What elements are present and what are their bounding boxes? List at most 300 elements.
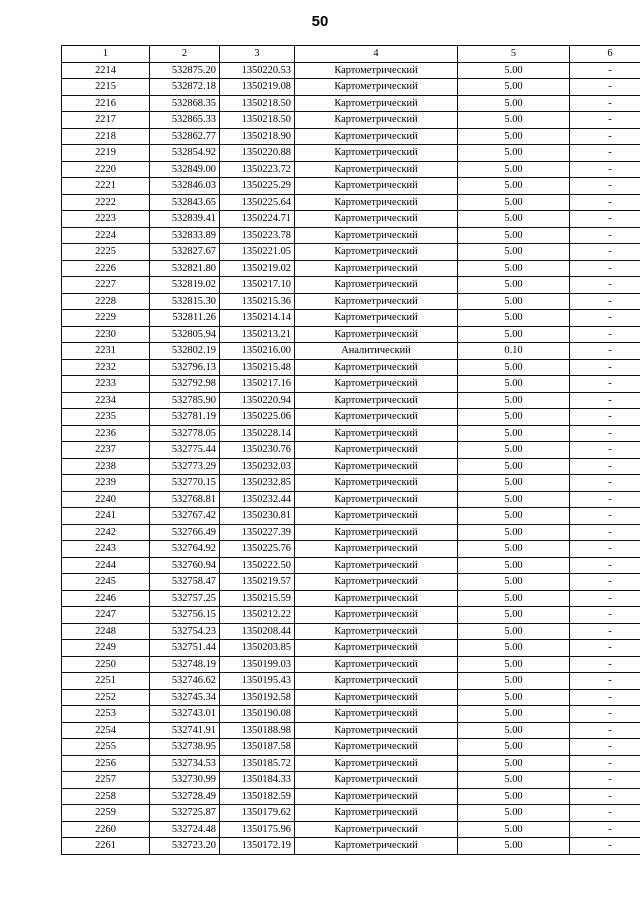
x-coordinate-cell: 532745.34 bbox=[150, 689, 220, 706]
table-row bbox=[62, 128, 640, 145]
point-number-cell: 2244 bbox=[62, 557, 150, 574]
note-cell: - bbox=[570, 821, 640, 838]
method-cell: Картометрический bbox=[295, 211, 458, 228]
note-cell: - bbox=[570, 508, 640, 525]
note-cell: - bbox=[570, 656, 640, 673]
x-coordinate-cell: 532748.19 bbox=[150, 656, 220, 673]
table-row bbox=[62, 425, 640, 442]
method-cell: Картометрический bbox=[295, 475, 458, 492]
table-row bbox=[62, 178, 640, 195]
method-cell: Картометрический bbox=[295, 640, 458, 657]
y-coordinate-cell: 1350195.43 bbox=[220, 673, 295, 690]
point-number-cell: 2248 bbox=[62, 623, 150, 640]
x-coordinate-cell: 532843.65 bbox=[150, 194, 220, 211]
point-number-cell: 2246 bbox=[62, 590, 150, 607]
x-coordinate-cell: 532821.80 bbox=[150, 260, 220, 277]
point-number-cell: 2233 bbox=[62, 376, 150, 393]
method-cell: Картометрический bbox=[295, 623, 458, 640]
x-coordinate-cell: 532839.41 bbox=[150, 211, 220, 228]
x-coordinate-cell: 532872.18 bbox=[150, 79, 220, 96]
point-number-cell: 2260 bbox=[62, 821, 150, 838]
x-coordinate-cell: 532760.94 bbox=[150, 557, 220, 574]
table-row bbox=[62, 491, 640, 508]
method-cell: Картометрический bbox=[295, 574, 458, 591]
accuracy-cell: 5.00 bbox=[458, 95, 570, 112]
note-cell: - bbox=[570, 79, 640, 96]
point-number-cell: 2235 bbox=[62, 409, 150, 426]
y-coordinate-cell: 1350185.72 bbox=[220, 755, 295, 772]
point-number-cell: 2226 bbox=[62, 260, 150, 277]
accuracy-cell: 5.00 bbox=[458, 409, 570, 426]
note-cell: - bbox=[570, 755, 640, 772]
x-coordinate-cell: 532854.92 bbox=[150, 145, 220, 162]
accuracy-cell: 5.00 bbox=[458, 722, 570, 739]
accuracy-cell: 5.00 bbox=[458, 574, 570, 591]
header-row bbox=[62, 46, 640, 63]
x-coordinate-cell: 532751.44 bbox=[150, 640, 220, 657]
y-coordinate-cell: 1350217.16 bbox=[220, 376, 295, 393]
method-cell: Картометрический bbox=[295, 260, 458, 277]
x-coordinate-cell: 532815.30 bbox=[150, 293, 220, 310]
note-cell: - bbox=[570, 739, 640, 756]
point-number-cell: 2234 bbox=[62, 392, 150, 409]
x-coordinate-cell: 532865.33 bbox=[150, 112, 220, 129]
table-row bbox=[62, 590, 640, 607]
note-cell: - bbox=[570, 673, 640, 690]
note-cell: - bbox=[570, 161, 640, 178]
method-cell: Картометрический bbox=[295, 145, 458, 162]
column-header-2: 2 bbox=[150, 46, 220, 63]
table-row bbox=[62, 788, 640, 805]
table-row bbox=[62, 574, 640, 591]
note-cell: - bbox=[570, 574, 640, 591]
x-coordinate-cell: 532724.48 bbox=[150, 821, 220, 838]
table-row bbox=[62, 409, 640, 426]
y-coordinate-cell: 1350212.22 bbox=[220, 607, 295, 624]
y-coordinate-cell: 1350179.62 bbox=[220, 805, 295, 822]
note-cell: - bbox=[570, 409, 640, 426]
y-coordinate-cell: 1350223.78 bbox=[220, 227, 295, 244]
x-coordinate-cell: 532723.20 bbox=[150, 838, 220, 855]
point-number-cell: 2223 bbox=[62, 211, 150, 228]
table-row bbox=[62, 607, 640, 624]
method-cell: Картометрический bbox=[295, 557, 458, 574]
note-cell: - bbox=[570, 227, 640, 244]
y-coordinate-cell: 1350232.85 bbox=[220, 475, 295, 492]
x-coordinate-cell: 532756.15 bbox=[150, 607, 220, 624]
x-coordinate-cell: 532811.26 bbox=[150, 310, 220, 327]
table-row bbox=[62, 145, 640, 162]
table-row bbox=[62, 95, 640, 112]
note-cell: - bbox=[570, 277, 640, 294]
method-cell: Аналитический bbox=[295, 343, 458, 360]
point-number-cell: 2217 bbox=[62, 112, 150, 129]
y-coordinate-cell: 1350192.58 bbox=[220, 689, 295, 706]
x-coordinate-cell: 532768.81 bbox=[150, 491, 220, 508]
y-coordinate-cell: 1350223.72 bbox=[220, 161, 295, 178]
note-cell: - bbox=[570, 112, 640, 129]
y-coordinate-cell: 1350184.33 bbox=[220, 772, 295, 789]
x-coordinate-cell: 532738.95 bbox=[150, 739, 220, 756]
note-cell: - bbox=[570, 392, 640, 409]
column-header-3: 3 bbox=[220, 46, 295, 63]
y-coordinate-cell: 1350199.03 bbox=[220, 656, 295, 673]
note-cell: - bbox=[570, 95, 640, 112]
table-row bbox=[62, 475, 640, 492]
accuracy-cell: 5.00 bbox=[458, 425, 570, 442]
note-cell: - bbox=[570, 689, 640, 706]
point-number-cell: 2227 bbox=[62, 277, 150, 294]
method-cell: Картометрический bbox=[295, 161, 458, 178]
accuracy-cell: 5.00 bbox=[458, 491, 570, 508]
table-row bbox=[62, 112, 640, 129]
point-number-cell: 2257 bbox=[62, 772, 150, 789]
table-row bbox=[62, 805, 640, 822]
y-coordinate-cell: 1350175.96 bbox=[220, 821, 295, 838]
table-row bbox=[62, 277, 640, 294]
method-cell: Картометрический bbox=[295, 524, 458, 541]
y-coordinate-cell: 1350220.94 bbox=[220, 392, 295, 409]
note-cell: - bbox=[570, 244, 640, 261]
method-cell: Картометрический bbox=[295, 607, 458, 624]
table-row bbox=[62, 260, 640, 277]
table-row bbox=[62, 524, 640, 541]
y-coordinate-cell: 1350218.50 bbox=[220, 112, 295, 129]
table-row bbox=[62, 79, 640, 96]
table-row bbox=[62, 557, 640, 574]
accuracy-cell: 5.00 bbox=[458, 293, 570, 310]
accuracy-cell: 5.00 bbox=[458, 706, 570, 723]
point-number-cell: 2230 bbox=[62, 326, 150, 343]
accuracy-cell: 5.00 bbox=[458, 62, 570, 79]
accuracy-cell: 5.00 bbox=[458, 739, 570, 756]
x-coordinate-cell: 532833.89 bbox=[150, 227, 220, 244]
accuracy-cell: 5.00 bbox=[458, 244, 570, 261]
method-cell: Картометрический bbox=[295, 458, 458, 475]
y-coordinate-cell: 1350182.59 bbox=[220, 788, 295, 805]
method-cell: Картометрический bbox=[295, 689, 458, 706]
method-cell: Картометрический bbox=[295, 755, 458, 772]
accuracy-cell: 5.00 bbox=[458, 194, 570, 211]
x-coordinate-cell: 532778.05 bbox=[150, 425, 220, 442]
table-row bbox=[62, 392, 640, 409]
accuracy-cell: 5.00 bbox=[458, 755, 570, 772]
point-number-cell: 2259 bbox=[62, 805, 150, 822]
point-number-cell: 2225 bbox=[62, 244, 150, 261]
table-row bbox=[62, 244, 640, 261]
y-coordinate-cell: 1350220.88 bbox=[220, 145, 295, 162]
y-coordinate-cell: 1350217.10 bbox=[220, 277, 295, 294]
accuracy-cell: 5.00 bbox=[458, 541, 570, 558]
note-cell: - bbox=[570, 640, 640, 657]
note-cell: - bbox=[570, 376, 640, 393]
x-coordinate-cell: 532802.19 bbox=[150, 343, 220, 360]
point-number-cell: 2214 bbox=[62, 62, 150, 79]
table-row bbox=[62, 62, 640, 79]
note-cell: - bbox=[570, 310, 640, 327]
x-coordinate-cell: 532792.98 bbox=[150, 376, 220, 393]
method-cell: Картометрический bbox=[295, 62, 458, 79]
x-coordinate-cell: 532781.19 bbox=[150, 409, 220, 426]
note-cell: - bbox=[570, 458, 640, 475]
method-cell: Картометрический bbox=[295, 838, 458, 855]
table-row bbox=[62, 310, 640, 327]
note-cell: - bbox=[570, 442, 640, 459]
table-row bbox=[62, 722, 640, 739]
y-coordinate-cell: 1350213.21 bbox=[220, 326, 295, 343]
note-cell: - bbox=[570, 541, 640, 558]
point-number-cell: 2232 bbox=[62, 359, 150, 376]
point-number-cell: 2240 bbox=[62, 491, 150, 508]
accuracy-cell: 5.00 bbox=[458, 211, 570, 228]
point-number-cell: 2238 bbox=[62, 458, 150, 475]
method-cell: Картометрический bbox=[295, 277, 458, 294]
point-number-cell: 2249 bbox=[62, 640, 150, 657]
note-cell: - bbox=[570, 788, 640, 805]
column-header-4: 4 bbox=[295, 46, 458, 63]
table-row bbox=[62, 376, 640, 393]
x-coordinate-cell: 532766.49 bbox=[150, 524, 220, 541]
table-body bbox=[62, 62, 640, 854]
note-cell: - bbox=[570, 706, 640, 723]
y-coordinate-cell: 1350225.06 bbox=[220, 409, 295, 426]
point-number-cell: 2254 bbox=[62, 722, 150, 739]
note-cell: - bbox=[570, 590, 640, 607]
y-coordinate-cell: 1350225.64 bbox=[220, 194, 295, 211]
table-row bbox=[62, 739, 640, 756]
method-cell: Картометрический bbox=[295, 491, 458, 508]
point-number-cell: 2241 bbox=[62, 508, 150, 525]
table-row bbox=[62, 161, 640, 178]
x-coordinate-cell: 532846.03 bbox=[150, 178, 220, 195]
method-cell: Картометрический bbox=[295, 326, 458, 343]
method-cell: Картометрический bbox=[295, 788, 458, 805]
accuracy-cell: 5.00 bbox=[458, 590, 570, 607]
accuracy-cell: 5.00 bbox=[458, 359, 570, 376]
point-number-cell: 2224 bbox=[62, 227, 150, 244]
table-row bbox=[62, 541, 640, 558]
x-coordinate-cell: 532734.53 bbox=[150, 755, 220, 772]
accuracy-cell: 5.00 bbox=[458, 821, 570, 838]
point-number-cell: 2252 bbox=[62, 689, 150, 706]
y-coordinate-cell: 1350222.50 bbox=[220, 557, 295, 574]
accuracy-cell: 5.00 bbox=[458, 557, 570, 574]
x-coordinate-cell: 532730.99 bbox=[150, 772, 220, 789]
point-number-cell: 2250 bbox=[62, 656, 150, 673]
y-coordinate-cell: 1350208.44 bbox=[220, 623, 295, 640]
x-coordinate-cell: 532805.94 bbox=[150, 326, 220, 343]
method-cell: Картометрический bbox=[295, 112, 458, 129]
accuracy-cell: 5.00 bbox=[458, 508, 570, 525]
table-row bbox=[62, 640, 640, 657]
note-cell: - bbox=[570, 607, 640, 624]
note-cell: - bbox=[570, 772, 640, 789]
x-coordinate-cell: 532746.62 bbox=[150, 673, 220, 690]
note-cell: - bbox=[570, 343, 640, 360]
note-cell: - bbox=[570, 722, 640, 739]
y-coordinate-cell: 1350225.29 bbox=[220, 178, 295, 195]
y-coordinate-cell: 1350216.00 bbox=[220, 343, 295, 360]
y-coordinate-cell: 1350172.19 bbox=[220, 838, 295, 855]
table-row bbox=[62, 821, 640, 838]
y-coordinate-cell: 1350215.36 bbox=[220, 293, 295, 310]
x-coordinate-cell: 532849.00 bbox=[150, 161, 220, 178]
point-number-cell: 2242 bbox=[62, 524, 150, 541]
method-cell: Картометрический bbox=[295, 95, 458, 112]
accuracy-cell: 5.00 bbox=[458, 524, 570, 541]
point-number-cell: 2236 bbox=[62, 425, 150, 442]
page-number: 50 bbox=[311, 13, 329, 30]
note-cell: - bbox=[570, 128, 640, 145]
accuracy-cell: 5.00 bbox=[458, 442, 570, 459]
y-coordinate-cell: 1350218.90 bbox=[220, 128, 295, 145]
y-coordinate-cell: 1350214.14 bbox=[220, 310, 295, 327]
x-coordinate-cell: 532725.87 bbox=[150, 805, 220, 822]
accuracy-cell: 5.00 bbox=[458, 178, 570, 195]
note-cell: - bbox=[570, 194, 640, 211]
accuracy-cell: 0.10 bbox=[458, 343, 570, 360]
method-cell: Картометрический bbox=[295, 128, 458, 145]
method-cell: Картометрический bbox=[295, 805, 458, 822]
method-cell: Картометрический bbox=[295, 409, 458, 426]
point-number-cell: 2253 bbox=[62, 706, 150, 723]
accuracy-cell: 5.00 bbox=[458, 145, 570, 162]
method-cell: Картометрический bbox=[295, 425, 458, 442]
method-cell: Картометрический bbox=[295, 541, 458, 558]
method-cell: Картометрический bbox=[295, 442, 458, 459]
x-coordinate-cell: 532728.49 bbox=[150, 788, 220, 805]
table-row bbox=[62, 755, 640, 772]
y-coordinate-cell: 1350219.08 bbox=[220, 79, 295, 96]
note-cell: - bbox=[570, 425, 640, 442]
y-coordinate-cell: 1350224.71 bbox=[220, 211, 295, 228]
table-row bbox=[62, 359, 640, 376]
accuracy-cell: 5.00 bbox=[458, 656, 570, 673]
point-number-cell: 2221 bbox=[62, 178, 150, 195]
table-row bbox=[62, 623, 640, 640]
y-coordinate-cell: 1350203.85 bbox=[220, 640, 295, 657]
y-coordinate-cell: 1350188.98 bbox=[220, 722, 295, 739]
accuracy-cell: 5.00 bbox=[458, 79, 570, 96]
y-coordinate-cell: 1350218.50 bbox=[220, 95, 295, 112]
accuracy-cell: 5.00 bbox=[458, 260, 570, 277]
method-cell: Картометрический bbox=[295, 590, 458, 607]
method-cell: Картометрический bbox=[295, 656, 458, 673]
x-coordinate-cell: 532862.77 bbox=[150, 128, 220, 145]
accuracy-cell: 5.00 bbox=[458, 805, 570, 822]
coordinates-table bbox=[61, 45, 640, 855]
table-row bbox=[62, 772, 640, 789]
x-coordinate-cell: 532767.42 bbox=[150, 508, 220, 525]
method-cell: Картометрический bbox=[295, 178, 458, 195]
point-number-cell: 2228 bbox=[62, 293, 150, 310]
accuracy-cell: 5.00 bbox=[458, 161, 570, 178]
note-cell: - bbox=[570, 524, 640, 541]
x-coordinate-cell: 532743.01 bbox=[150, 706, 220, 723]
table-row bbox=[62, 508, 640, 525]
point-number-cell: 2255 bbox=[62, 739, 150, 756]
point-number-cell: 2222 bbox=[62, 194, 150, 211]
method-cell: Картометрический bbox=[295, 227, 458, 244]
method-cell: Картометрический bbox=[295, 244, 458, 261]
point-number-cell: 2218 bbox=[62, 128, 150, 145]
method-cell: Картометрический bbox=[295, 79, 458, 96]
x-coordinate-cell: 532764.92 bbox=[150, 541, 220, 558]
note-cell: - bbox=[570, 211, 640, 228]
y-coordinate-cell: 1350232.44 bbox=[220, 491, 295, 508]
point-number-cell: 2229 bbox=[62, 310, 150, 327]
accuracy-cell: 5.00 bbox=[458, 326, 570, 343]
method-cell: Картометрический bbox=[295, 359, 458, 376]
accuracy-cell: 5.00 bbox=[458, 310, 570, 327]
y-coordinate-cell: 1350221.05 bbox=[220, 244, 295, 261]
accuracy-cell: 5.00 bbox=[458, 128, 570, 145]
table-row bbox=[62, 458, 640, 475]
point-number-cell: 2256 bbox=[62, 755, 150, 772]
point-number-cell: 2220 bbox=[62, 161, 150, 178]
point-number-cell: 2258 bbox=[62, 788, 150, 805]
accuracy-cell: 5.00 bbox=[458, 838, 570, 855]
method-cell: Картометрический bbox=[295, 772, 458, 789]
table-row bbox=[62, 343, 640, 360]
x-coordinate-cell: 532770.15 bbox=[150, 475, 220, 492]
y-coordinate-cell: 1350220.53 bbox=[220, 62, 295, 79]
y-coordinate-cell: 1350232.03 bbox=[220, 458, 295, 475]
y-coordinate-cell: 1350190.08 bbox=[220, 706, 295, 723]
method-cell: Картометрический bbox=[295, 508, 458, 525]
note-cell: - bbox=[570, 475, 640, 492]
accuracy-cell: 5.00 bbox=[458, 376, 570, 393]
method-cell: Картометрический bbox=[295, 722, 458, 739]
note-cell: - bbox=[570, 805, 640, 822]
accuracy-cell: 5.00 bbox=[458, 458, 570, 475]
method-cell: Картометрический bbox=[295, 706, 458, 723]
note-cell: - bbox=[570, 145, 640, 162]
table-row bbox=[62, 838, 640, 855]
table-row bbox=[62, 673, 640, 690]
x-coordinate-cell: 532741.91 bbox=[150, 722, 220, 739]
x-coordinate-cell: 532758.47 bbox=[150, 574, 220, 591]
column-header-1: 1 bbox=[62, 46, 150, 63]
point-number-cell: 2219 bbox=[62, 145, 150, 162]
point-number-cell: 2237 bbox=[62, 442, 150, 459]
accuracy-cell: 5.00 bbox=[458, 623, 570, 640]
method-cell: Картометрический bbox=[295, 739, 458, 756]
method-cell: Картометрический bbox=[295, 376, 458, 393]
y-coordinate-cell: 1350187.58 bbox=[220, 739, 295, 756]
point-number-cell: 2247 bbox=[62, 607, 150, 624]
point-number-cell: 2261 bbox=[62, 838, 150, 855]
y-coordinate-cell: 1350230.81 bbox=[220, 508, 295, 525]
x-coordinate-cell: 532868.35 bbox=[150, 95, 220, 112]
point-number-cell: 2216 bbox=[62, 95, 150, 112]
method-cell: Картометрический bbox=[295, 310, 458, 327]
table-header bbox=[62, 46, 640, 63]
y-coordinate-cell: 1350219.57 bbox=[220, 574, 295, 591]
accuracy-cell: 5.00 bbox=[458, 227, 570, 244]
x-coordinate-cell: 532796.13 bbox=[150, 359, 220, 376]
y-coordinate-cell: 1350227.39 bbox=[220, 524, 295, 541]
y-coordinate-cell: 1350219.02 bbox=[220, 260, 295, 277]
point-number-cell: 2245 bbox=[62, 574, 150, 591]
table-row bbox=[62, 442, 640, 459]
x-coordinate-cell: 532775.44 bbox=[150, 442, 220, 459]
note-cell: - bbox=[570, 623, 640, 640]
table-row bbox=[62, 227, 640, 244]
table-row bbox=[62, 326, 640, 343]
accuracy-cell: 5.00 bbox=[458, 689, 570, 706]
x-coordinate-cell: 532754.23 bbox=[150, 623, 220, 640]
